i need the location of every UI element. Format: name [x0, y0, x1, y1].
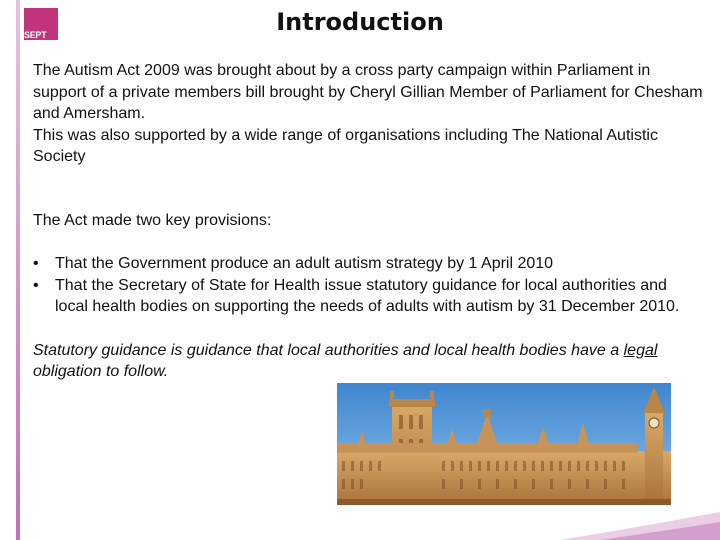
intro-paragraph-2: This was also supported by a wide range of organisations including The National Autistic Society: [33, 126, 658, 165]
provisions-heading: The Act made two key provisions:: [33, 211, 272, 229]
guidance-emphasis: legal: [623, 341, 658, 359]
slide-content: [33, 60, 703, 383]
guidance-statement: [33, 340, 703, 383]
provision-text: That the Government produce an adult autism strategy by 1 April 2010: [55, 255, 554, 272]
clock-face-icon: [649, 418, 659, 428]
list-item: [33, 275, 703, 318]
provision-text: That the Secretary of State for Health issue statutory guidance for local authorities and local health bodies on supporting the needs of adults with autism by 31 December 2010.: [55, 276, 680, 315]
palace-facade: [337, 451, 671, 505]
provisions-list: [33, 253, 703, 318]
left-accent-bar: [16, 0, 20, 540]
list-item: [33, 253, 703, 275]
bottom-decoration: [0, 500, 720, 540]
logo-text: SEPT: [24, 30, 47, 40]
guidance-text-before: Statutory guidance is guidance that local authorities and local health bodies have a: [33, 341, 624, 359]
bullet-icon: •: [33, 276, 39, 294]
guidance-text-after: obligation to follow.: [33, 363, 169, 380]
bullet-icon: •: [33, 255, 39, 272]
houses-of-parliament-photo: [337, 383, 671, 505]
parliament-illustration: [337, 383, 671, 505]
intro-paragraph-1: The Autism Act 2009 was brought about by a cross party campaign within Parliament in support of a private members bill brought by Cheryl Gillian Member of Parliament for Chesham and Amersham.: [33, 62, 703, 122]
page-title: Introduction: [276, 8, 444, 36]
